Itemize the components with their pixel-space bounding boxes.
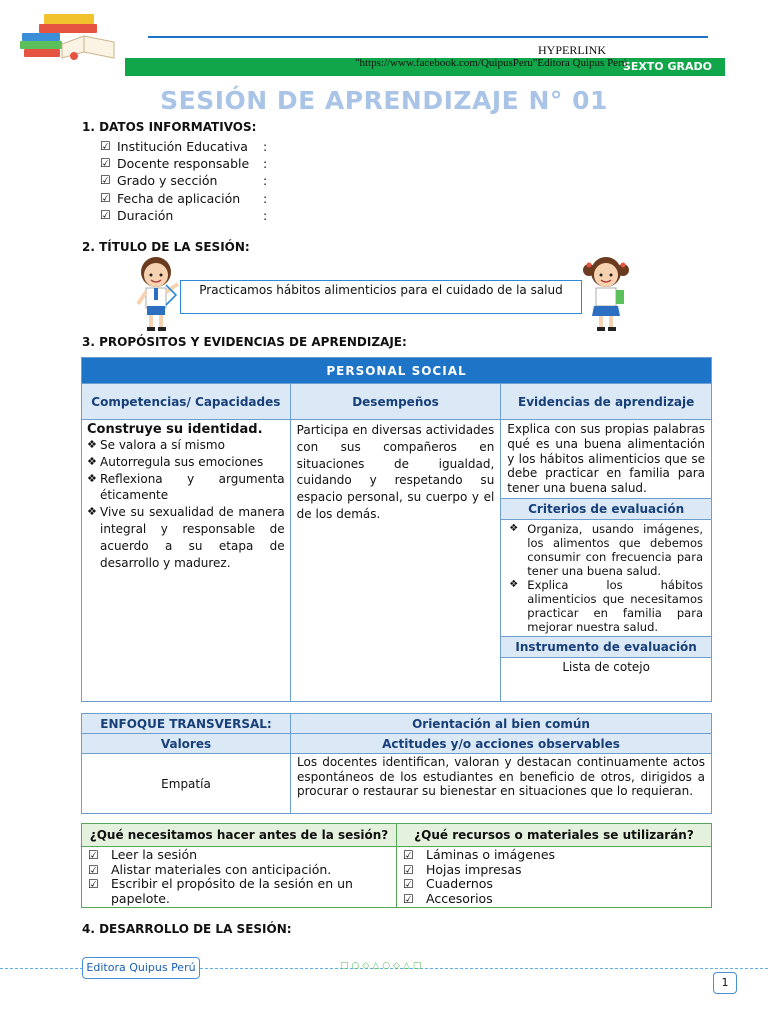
bullet-icon: ❖	[87, 454, 97, 468]
instrument-header: Instrumento de evaluación	[501, 637, 711, 658]
before-cell	[82, 847, 397, 908]
checkbox-icon: ☑	[88, 848, 99, 862]
evidence-cell	[501, 420, 712, 702]
decorative-shapes	[340, 961, 424, 971]
checkbox-icon: ☑	[100, 156, 111, 171]
list-item: ☑ Leer la sesión	[88, 847, 198, 862]
page-title: SESIÓN DE APRENDIZAJE N° 01	[160, 86, 608, 115]
bullet-icon: ❖	[87, 438, 97, 451]
bullet-icon: ❖	[87, 471, 97, 485]
col-header-desempenos: Desempeños	[290, 384, 501, 420]
bullet-icon: ❖	[509, 578, 519, 590]
enfoque-table	[81, 713, 712, 814]
list-item: ☑ Escribir el propósito de la sesión en un papelote.	[88, 876, 353, 906]
list-item: ☑ Hojas impresas	[403, 861, 522, 877]
competencies-cell	[82, 420, 291, 702]
evidence-text: Explica con sus propias palabras qué es una buena alimentación y los hábitos alimenticios que se debe practicar en familia para tener una buena salud.	[501, 420, 711, 499]
section-4-heading: 4. DESARROLLO DE LA SESIÓN:	[82, 922, 292, 936]
list-item: ❖ Vive su sexualidad de manera integral y responsable de acuerdo a su etapa de desarrollo y madurez.	[87, 505, 285, 570]
checkbox-icon: ☑	[100, 190, 111, 205]
enfoque-label: ENFOQUE TRANSVERSAL:	[82, 714, 291, 734]
checkbox-icon: ☑	[403, 862, 414, 877]
list-item: ☑ Accesorios	[403, 890, 493, 906]
list-item: ❖ Reflexiona y argumenta éticamente	[87, 471, 285, 503]
page-number: 1	[713, 972, 737, 994]
instrument-value: Lista de cotejo	[562, 659, 650, 674]
books-illustration	[14, 12, 124, 64]
list-item: ❖ Autorregula sus emociones	[87, 454, 264, 469]
section-2-heading: 2. TÍTULO DE LA SESIÓN:	[82, 240, 250, 254]
hyperlink-url[interactable]: "https://www.facebook.com/QuipusPeru"Editora Quipus Perú	[355, 57, 628, 69]
criteria-list	[501, 520, 711, 637]
session-title-box: Practicamos hábitos alimenticios para el cuidado de la salud	[180, 280, 582, 314]
bullet-icon: ❖	[509, 522, 519, 534]
checkbox-icon: ☑	[403, 848, 414, 862]
checkbox-icon: ☑	[100, 207, 111, 222]
list-item: ❖ Se valora a sí mismo	[87, 438, 225, 452]
checkbox-icon: ☑	[88, 877, 99, 892]
checkbox-icon: ☑	[100, 173, 111, 188]
performance-cell: Participa en diversas actividades con sus compañeros en situaciones de igualdad, cuidando y respetando su espacio personal, su cuerpo y el de los demás.	[290, 420, 501, 702]
valor-cell: Empatía	[82, 754, 291, 814]
checkbox-icon: ☑	[403, 891, 414, 906]
capacities-list	[87, 437, 285, 571]
competency-title: Construye su identidad.	[87, 422, 263, 437]
datos-list	[100, 138, 267, 224]
resources-cell	[397, 847, 712, 908]
list-item: ☑ Cuadernos	[403, 876, 493, 892]
before-header: ¿Qué necesitamos hacer antes de la sesión?	[82, 824, 397, 847]
list-item: ☑ Láminas o imágenes	[403, 847, 556, 862]
area-band: PERSONAL SOCIAL	[82, 358, 712, 384]
datos-item: ☑ Institución Educativa :	[100, 139, 268, 154]
bullet-icon: ❖	[87, 505, 97, 519]
girl-illustration	[580, 254, 632, 336]
checkbox-icon: ☑	[403, 877, 414, 892]
header-rule	[148, 36, 708, 38]
list-item: ❖ Explica los hábitos alimenticios que necesitamos practicar en familia para mejorar nuestra salud.	[509, 577, 703, 634]
purposes-table	[81, 357, 712, 702]
section-3-heading: 3. PROPÓSITOS Y EVIDENCIAS DE APRENDIZAJE:	[82, 335, 407, 349]
enfoque-value: Orientación al bien común	[291, 714, 712, 734]
grade-label: SEXTO GRADO	[622, 60, 712, 73]
list-item: ☑ Alistar materiales con anticipación.	[88, 861, 332, 877]
col-header-evidencias: Evidencias de aprendizaje	[501, 384, 712, 420]
section-1-heading: 1. DATOS INFORMATIVOS:	[82, 120, 257, 134]
datos-item: ☑ Docente responsable :	[100, 156, 268, 172]
preparation-table	[81, 823, 712, 908]
actitudes-header: Actitudes y/o acciones observables	[291, 734, 712, 754]
resources-header: ¿Qué recursos o materiales se utilizarán?	[397, 824, 712, 847]
actitud-cell: Los docentes identifican, valoran y destacan continuamente actos espontáneos de los estudiantes en beneficio de otros, dirigidos a procurar o restaurar su bienestar en situaciones que lo requieran.	[291, 754, 712, 814]
hyperlink-label: HYPERLINK	[538, 43, 606, 57]
pointer-arrow-icon	[164, 283, 178, 307]
col-header-competencias: Competencias/ Capacidades	[82, 384, 291, 420]
shapes-icons: □○◇△○◇△□	[340, 961, 425, 971]
list-item: ❖ Organiza, usando imágenes, los alimentos que debemos consumir con frecuencia para tener una buena salud.	[509, 521, 703, 578]
datos-item: ☑ Fecha de aplicación :	[100, 190, 268, 206]
checkbox-icon: ☑	[88, 862, 99, 877]
publisher-badge: Editora Quipus Perú	[82, 957, 200, 979]
criteria-header: Criterios de evaluación	[501, 499, 711, 520]
datos-item: ☑ Duración :	[100, 207, 268, 223]
valores-header: Valores	[82, 734, 291, 754]
checkbox-icon: ☑	[100, 139, 111, 153]
datos-item: ☑ Grado y sección :	[100, 173, 268, 189]
